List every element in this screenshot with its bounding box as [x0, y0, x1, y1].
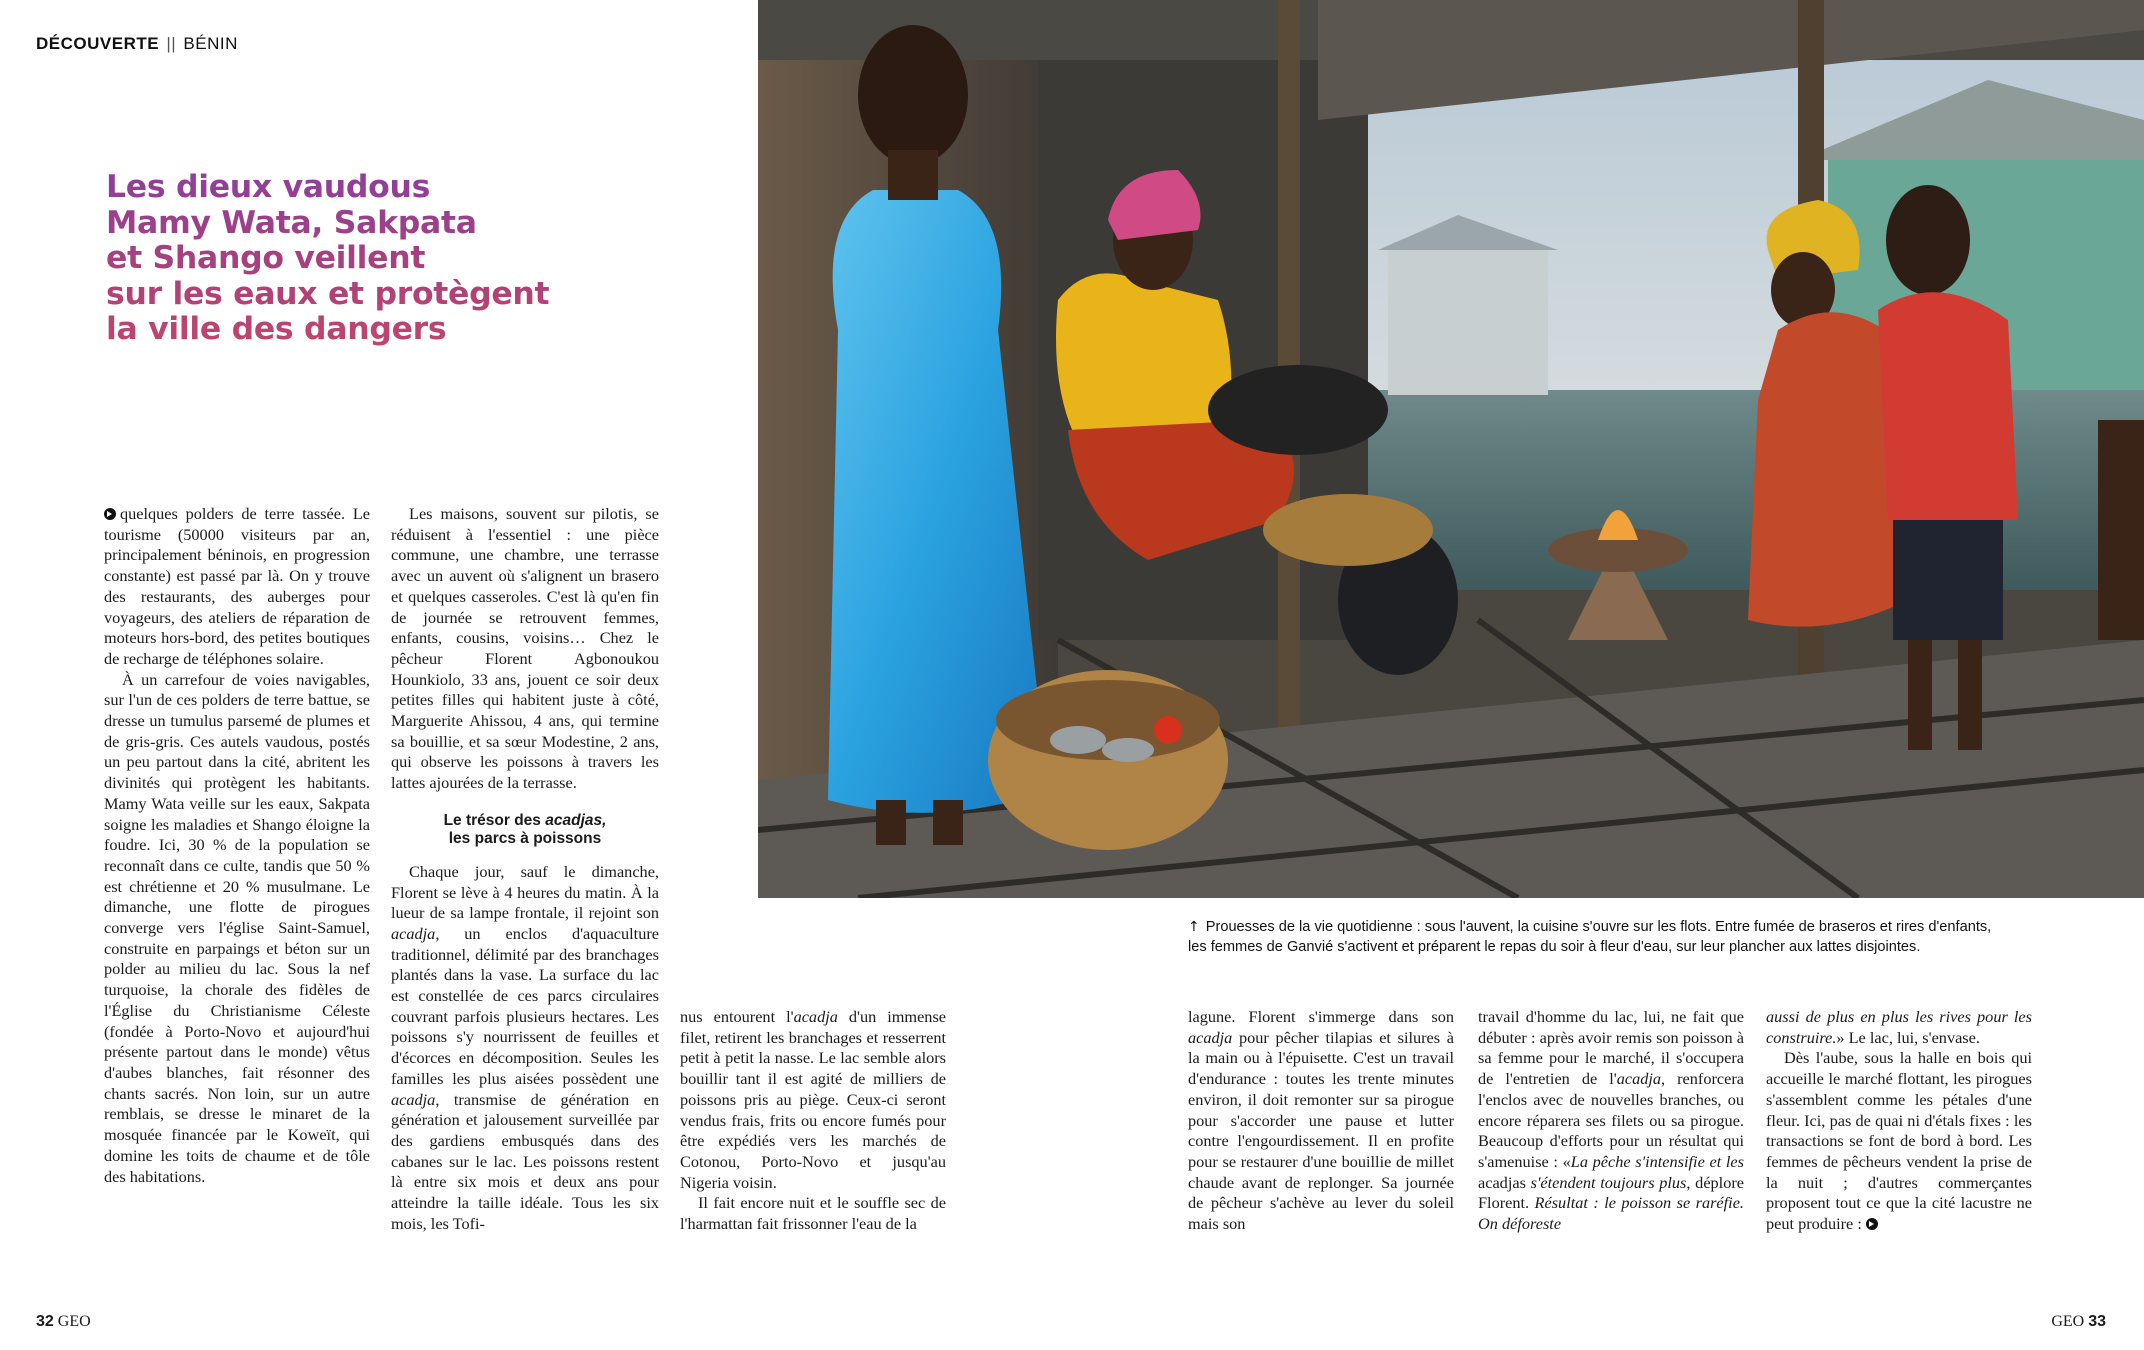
pull-quote-headline	[106, 170, 566, 348]
subheading-text: Le trésor des	[443, 811, 546, 829]
paragraph	[680, 1007, 946, 1193]
headline-line: et Shango veillent	[106, 240, 426, 276]
paragraph	[1478, 1007, 1744, 1235]
text-column-3	[680, 1007, 946, 1235]
text-run: , déplore Florent.	[1478, 1172, 1744, 1213]
headline-line: sur les eaux et protègent	[106, 275, 550, 312]
caption-text: Prouesses de la vie quotidienne : sous l'auvent, la cuisine s'ouvre sur les flots. Entre fumée de braseros et rires d'enfants,	[1205, 919, 1992, 935]
text-column-1	[104, 504, 370, 1187]
text-run: d'un immense filet, retirent les branchages et resserrent petit à petit la nasse. Le lac semble alors bouillir tant il est agité de milliers de poissons pris au piège. Ceux-ci seront vendus frais, frits ou encore fumés pour être expédiés vers les marchés de Cotonou, Porto-Novo et jusqu'au Nigeria voisin.	[680, 1007, 947, 1192]
quote-italic: aussi de plus en plus les rives pour les construire.	[1766, 1007, 2032, 1047]
text-column-6	[1766, 1007, 2032, 1235]
text-run: nus entourent l'	[680, 1007, 794, 1026]
text-column-5	[1478, 1007, 1744, 1235]
rubric-separator: ||	[166, 34, 177, 53]
text-run: Chaque jour, sauf le dimanche, Florent se lève à 4 heures du matin. À la lueur de sa lampe frontale, il rejoint son	[391, 861, 659, 923]
text-italic: acadja	[793, 1007, 838, 1026]
text-column-2	[391, 504, 659, 1235]
text-run: acadjas	[1478, 1172, 1526, 1192]
photo-illustration	[758, 0, 2144, 898]
headline-line: la ville des dangers	[106, 311, 447, 347]
quote-italic: Résultat : le poisson se raréfie. On déforeste	[1478, 1193, 1744, 1234]
text-italic: acadja	[391, 923, 436, 943]
text-run: » Le lac, lui, s'envase.	[1836, 1027, 1980, 1047]
page-number: 33	[2088, 1313, 2106, 1330]
photo-caption	[1188, 918, 2008, 957]
feature-photo	[758, 0, 2144, 898]
subheading-text: les parcs à poissons	[448, 829, 602, 847]
paragraph-text: Dès l'aube, sous la halle en bois qui accueille le marché flottant, les pirogues s'assemblent comme les pétales d'une fleur. Ici, pas de quai ni d'étals fixes : les transactions se font de bord à bord. Les femmes de pêcheurs vendent la prise de la nuit ; d'autres commerçantes proposent tout ce que la cité lacustre ne peut produire :	[1766, 1048, 2032, 1234]
magazine-name: GEO	[57, 1313, 91, 1330]
page-folio-right	[2051, 1313, 2106, 1331]
quote-italic: La pêche s'intensifie et les	[1570, 1151, 1744, 1171]
section-rubric	[36, 34, 238, 54]
paragraph	[1766, 1007, 2032, 1048]
subheading-emphasis: acadjas,	[545, 811, 607, 829]
quote-italic: s'étendent toujours plus	[1525, 1172, 1687, 1192]
caption-line	[1188, 918, 2008, 938]
text-italic: acadja	[1188, 1027, 1233, 1047]
paragraph: Les maisons, souvent sur pilotis, se réduisent à l'essentiel : une pièce commune, une chambre, une terrasse avec un auvent où s'alignent un brasero et quelques casseroles. C'est là qu'en fin de journée se retrouvent femmes, enfants, cousins, voisins… Chez le pêcheur Florent Agbonoukou Hounkiolo, 33 ans, jouent ce soir deux petites filles qui habitent juste à côté, Marguerite Ahissou, 4 ans, qui termine sa bouillie, et sa sœur Modestine, 2 ans, qui observe les poissons à travers les lattes ajourées de la terrasse.	[391, 504, 659, 793]
start-marker-icon	[104, 508, 116, 520]
text-run: pour pêcher tilapias et silures à la main ou à l'épuisette. C'est un travail d'endurance : toutes les trente minutes environ, il doit remonter sur sa pirogue pour s'accorder une pause et lutter contre l'engourdissement. Il en profite pour se restaurer d'une bouillie de millet chaude avant de replonger. Sa journée de pêcheur s'achève au lever du soleil mais son	[1188, 1027, 1454, 1234]
paragraph: À un carrefour de voies navigables, sur l'un de ces polders de terre battue, se dresse un tumulus parsemé de plumes et de gris-gris. Ces autels vaudous, postés un peu partout dans la cité, abritent les divinités qui protègent les habitants. Mamy Wata veille sur les eaux, Sakpata soigne les maladies et Shango éloigne la foudre. Ici, 30 % de la population se reconnaît dans ce culte, tandis que 50 % est chrétienne et 20 % musulmane. Le dimanche, une flotte de pirogues converge vers l'église Saint-Samuel, construite en parpaings et béton sur un polder au milieu du lac. Sous la nef turquoise, la chorale des fidèles de l'Église du Christianisme Céleste (fondée à Porto-Novo et aujourd'hui présente partout dans le monde) vêtus d'aubes blanches, fait résonner des chants sacrés. Non loin, sur un autre remblais, se dresse le minaret de la mosquée financée par le Koweït, qui domine les toits de chaume et de tôle des habitations.	[104, 669, 370, 1186]
paragraph	[104, 504, 370, 670]
rubric-section: DÉCOUVERTE	[36, 34, 160, 53]
text-italic: acadja	[1616, 1069, 1662, 1089]
text-column-4	[1188, 1007, 1454, 1235]
headline-line: Les dieux vaudous	[106, 169, 431, 205]
text-run: , renforcera l'enclos avec de nouvelles branches, ou encore réparera ses filets ou sa pirogue. Beaucoup d'efforts pour un résultat qui s'amenuise : «	[1478, 1069, 1745, 1171]
paragraph: Il fait encore nuit et le souffle sec de l'harmattan fait frissonner l'eau de la	[680, 1193, 946, 1234]
text-run: travail d'homme du lac, lui, ne fait que débuter : après avoir remis son poisson à sa femme pour le marché, il s'occupera de l'entretien de l'	[1478, 1007, 1744, 1089]
paragraph-text: quelques polders de terre tassée. Le tourisme (50000 visiteurs par an, principalement béninois, en progression constante) est passé par là. On y trouve des restaurants, des auberges pour voyageurs, des ateliers de réparation de moteurs hors-bord, des petites boutiques de recharge de téléphones solaire.	[104, 504, 370, 668]
page-number: 32	[36, 1313, 54, 1330]
subheading	[391, 812, 659, 848]
headline-line: Mamy Wata, Sakpata	[106, 204, 477, 241]
page-folio-left	[36, 1313, 91, 1331]
paragraph	[391, 862, 659, 1235]
text-run: , transmise de génération en génération et jalousement surveillée par des gardiens embusqués dans des cabanes sur le lac. Les poissons restent là entre six mois et deux ans pour atteindre la taille idéale. Tous les six mois, les Tofi-	[391, 1089, 659, 1233]
text-run: lagune. Florent s'immerge dans son	[1188, 1007, 1454, 1026]
rubric-country: BÉNIN	[183, 34, 238, 53]
magazine-name: GEO	[2051, 1313, 2085, 1330]
caption-line: les femmes de Ganvié s'activent et préparent le repas du soir à fleur d'eau, sur leur plancher aux lattes disjointes.	[1188, 938, 1921, 955]
text-italic: acadja	[391, 1089, 436, 1109]
up-arrow-icon: ↑	[1188, 919, 1200, 935]
paragraph	[1766, 1048, 2032, 1234]
paragraph	[1188, 1007, 1454, 1235]
end-marker-icon	[1866, 1218, 1878, 1230]
text-run: , un enclos d'aquaculture traditionnel, délimité par des branchages plantés dans la vase. La surface du lac est constellée de ces parcs circulaires couvrant parfois plusieurs hectares. Les poissons s'y nourrissent de feuilles et d'écorces en décomposition. Seules les familles les plus aisées possèdent une	[391, 923, 659, 1088]
